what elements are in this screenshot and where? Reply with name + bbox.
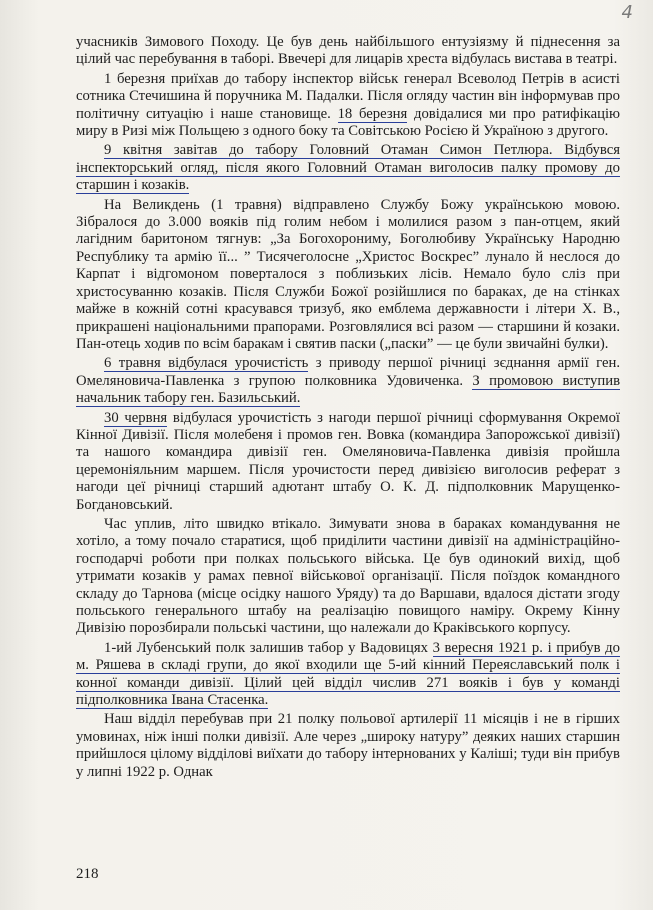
underlined-text-segment: 9 квітня завітав до табору Головний Отаман Симон Петлюра. Відбувся інспекторський огляд, після якого Головний Отаман виголосив палку промову до старшин і козаків. bbox=[76, 142, 620, 194]
text-segment: з приводу першої річниці зєднання армії ген. Омеляновича-Павленка з групою полковника Удовиченка. bbox=[76, 355, 620, 389]
text-segment: учасників Зимового Походу. Це був день найбільшого ентузіязму й піднесення за цілий час перебування в таборі. Ввечері для лицарів хреста відбулась вистава в театрі. bbox=[76, 34, 620, 68]
text-segment: Час уплив, літо швидко втікало. Зимувати знова в бараках командування не хотіло, а тому почало старатися, щоб приділити частини дивізії на адміністраційно-господарчі роботи при полках польського війська. Це був одинокий вихід, щоб утримати козаків у рамах певної військової організації. Після поїздок командного складу до Тарнова (місце осідку нашого Уряду) та до Варшави, вдалося дістати згоду польського генерального штабу на реалізацію повищого наміру. Окрему Кінну Дивізію порозбирали польські частини, що належали до Краківського корпусу. bbox=[76, 515, 620, 637]
underlined-text-segment: 30 червня bbox=[104, 409, 168, 426]
underlined-text-segment: 3 вересня 1921 р. і прибув до м. Ряшева в складі групи, до якої входили ще 5-ий кінний Переяславський полк і конної команди дивізії. Цілий цей відділ числив 271 вояків і був у команді підполковника Івана Стасенка. bbox=[76, 639, 620, 709]
paragraph bbox=[76, 640, 620, 710]
page-number: 218 bbox=[76, 866, 99, 882]
text-segment: Наш відділ перебував при 21 полку польової артилерії 11 місяців і не в гірших умовинах, ніж інші полки дивізії. Але через „широку натуру” деяких наших старшин прийшлося цілому відділові виїхати до табору інтернованих у Каліші; туди він прибув у липні 1922 р. Однак bbox=[76, 711, 620, 780]
text-segment: На Великдень (1 травня) відправлено Службу Божу українською мовою. Зібралося до 3.000 вояків під голим небом і молилися разом з пан-отцем, який лагідним баритоном тягнув: „За Богохоронимy, Боголюбиву Українську Народню Республику та армію її... ” Тисячеголосне „Христос Воскрес” лунало й неслося до Карпат і відгомоном поверталося з поблизьких лісів. Немало було сліз при христосуванню козаків. Після Служби Божої розійшлися по бараках, де на стінках майже в кожній сотні красувався тризуб, яко емблема державности і літери Х. В., прикрашені національними прапорами. Розговлялися всі разом — старшини й козаки. Пан-отець ходив по всім баракам і святив паски („паски” — це були звичайні булки). bbox=[76, 196, 620, 352]
text-segment: відбулася урочистість з нагоди першої річниці сформування Окремої Кінної Дивізії. Після молебеня і промов ген. Вовка (командира Запорожської дивізії) та нашого командира дивізії ген. Омеляновича-Павленка дивізія пройшла церемоніяльним маршем. Після урочистости перед дивізією виголосив реферат з нагоди цеї річниці старший адютант штабу О. К. Д. підполковник Марущенко-Богдановський. bbox=[76, 409, 620, 513]
paragraph bbox=[76, 142, 620, 194]
underlined-text-segment: 6 травня відбулася урочистість bbox=[104, 355, 309, 372]
paragraph bbox=[76, 34, 620, 69]
underlined-text-segment: З промовою виступив начальник табору ген. Базильський. bbox=[76, 372, 621, 407]
document-body-text bbox=[76, 34, 620, 783]
paragraph bbox=[76, 711, 620, 781]
paragraph bbox=[76, 410, 620, 514]
paragraph bbox=[76, 516, 620, 638]
paragraph bbox=[76, 197, 620, 354]
text-segment: 1-ий Лубенський полк залишив табор у Вадовицях bbox=[104, 639, 433, 656]
paragraph bbox=[76, 71, 620, 141]
handwritten-page-mark: 4 bbox=[621, 2, 633, 23]
paragraph bbox=[76, 355, 620, 407]
text-segment: довідалися ми про ратифікацію миру в Ризі між Польщею з одного боку та Совітською Росією й Україною з другого. bbox=[76, 105, 620, 140]
underlined-text-segment: 18 березня bbox=[337, 105, 408, 122]
text-segment: 1 березня приїхав до табору інспектор військ генерал Всеволод Петрів в асисті сотника Стечишина й поручника М. Падалки. Після огляду частин він інформував про політичну ситуацію і наше становище. bbox=[76, 70, 620, 122]
